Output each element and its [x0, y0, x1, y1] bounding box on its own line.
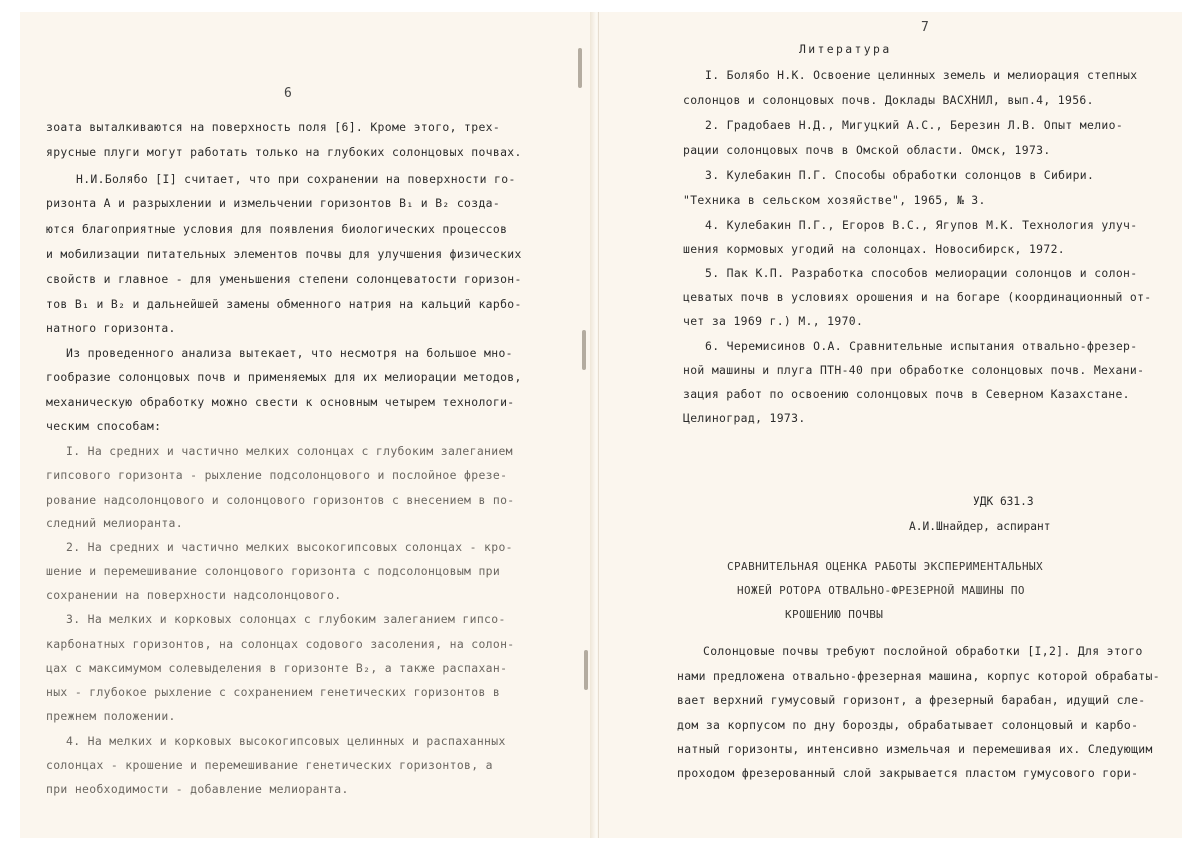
reference-line: I. Болябо Н.К. Освоение целинных земель и мелиорация степных [705, 68, 1138, 82]
reference-line: зация работ по освоению солонцовых почв в Северном Казахстане. [683, 387, 1130, 401]
staple-mark [578, 48, 582, 88]
article-title-line: КРОШЕНИЮ ПОЧВЫ [785, 608, 884, 621]
text-line: гообразие солонцовых почв и применяемых для их мелиорации методов, [46, 370, 522, 384]
body-line: натный горизонты, интенсивно измельчая и перемешивая их. Следующим [677, 742, 1153, 756]
udk-code: УДК 631.3 [973, 495, 1034, 508]
text-line: карбонатных горизонтов, на солонцах содового засоления, на солон- [46, 637, 515, 651]
text-line: 2. На средних и частично мелких высокогипсовых солонцах - кро- [66, 540, 513, 554]
reference-line: шения кормовых угодий на солонцах. Новосибирск, 1972. [683, 242, 1066, 256]
article-title-line: СРАВНИТЕЛЬНАЯ ОЦЕНКА РАБОТЫ ЭКСПЕРИМЕНТАЛЬНЫХ [727, 560, 1044, 573]
text-line: рование надсолонцового и солонцового горизонтов с внесением в по- [46, 493, 515, 507]
staple-mark [582, 330, 586, 370]
text-line: ризонта А и разрыхлении и измельчении горизонтов B₁ и B₂ созда- [46, 196, 501, 210]
text-line: тов B₁ и B₂ и дальнейшей замены обменного натрия на кальций карбо- [46, 297, 522, 311]
text-line: сохранении на поверхности надсолонцового. [46, 588, 342, 602]
reference-line: чет за 1969 г.) М., 1970. [683, 314, 864, 328]
reference-line: рации солонцовых почв в Омской области. Омск, 1973. [683, 143, 1051, 157]
body-line: Солонцовые почвы требуют послойной обработки [I,2]. Для этого [703, 644, 1143, 658]
text-line: гипсового горизонта - рыхление подсолонцового и послойное фрезе- [46, 468, 508, 482]
text-line: натного горизонта. [46, 321, 176, 335]
reference-line: ной машины и плуга ПТН-40 при обработке солонцовых почв. Механи- [683, 363, 1145, 377]
text-line: и мобилизации питательных элементов почвы для улучшения физических [46, 247, 522, 261]
text-line: шение и перемешивание солонцового горизонта с подсолонцовым при [46, 564, 501, 578]
text-line: цах с максимумом солевыделения в горизонте B₂, а также распахан- [46, 661, 508, 675]
text-line: свойств и главное - для уменьшения степени солонцеватости горизон- [46, 272, 522, 286]
body-line: проходом фрезерованный слой закрывается пластом гумусового гори- [677, 766, 1139, 780]
text-line: Н.И.Болябо [I] считает, что при сохранении на поверхности го- [76, 172, 516, 186]
text-line: ются благоприятные условия для появления биологических процессов [46, 222, 508, 236]
reference-line: 2. Градобаев Н.Д., Мигуцкий А.С., Березин Л.В. Опыт мелио- [705, 118, 1124, 132]
text-line: зоата выталкиваются на поверхность поля [6]. Кроме этого, трех- [46, 120, 501, 134]
text-line: ных - глубокое рыхление с сохранением генетических горизонтов в [46, 685, 501, 699]
text-line: 3. На мелких и корковых солонцах с глубоким залеганием гипсо- [66, 612, 506, 626]
reference-line: "Техника в сельском хозяйстве", 1965, № 3. [683, 193, 986, 207]
body-line: нами предложена отвально-фрезерная машина, корпус которой обрабаты- [677, 669, 1160, 683]
reference-line: 6. Черемисинов О.А. Сравнительные испытания отвально-фрезер- [705, 339, 1138, 353]
text-line: Из проведенного анализа вытекает, что несмотря на большое мно- [66, 346, 513, 360]
author-line: А.И.Шнайдер, аспирант [909, 520, 1051, 533]
staple-mark [584, 650, 588, 690]
text-line: ческим способам: [46, 419, 162, 433]
reference-line: солонцов и солонцовых почв. Доклады ВАСХНИЛ, вып.4, 1956. [683, 93, 1094, 107]
text-line: следний мелиоранта. [46, 516, 183, 530]
reference-line: 3. Кулебакин П.Г. Способы обработки солонцов в Сибири. [705, 168, 1095, 182]
reference-line: 5. Пак К.П. Разработка способов мелиорации солонцов и солон- [705, 266, 1138, 280]
right-page [598, 12, 1182, 838]
text-line: 4. На мелких и корковых высокогипсовых целинных и распаханных [66, 734, 506, 748]
page-number: 6 [284, 86, 292, 101]
text-line: ярусные плуги могут работать только на глубоких солонцовых почвах. [46, 145, 522, 159]
reference-line: 4. Кулебакин П.Г., Егоров В.С., Ягупов М.К. Технология улуч- [705, 218, 1138, 232]
text-line: I. На средних и частично мелких солонцах с глубоким залеганием [66, 444, 513, 458]
left-page [20, 12, 594, 838]
page-number: 7 [921, 20, 929, 35]
text-line: солонцах - крошение и перемешивание генетических горизонтов, а [46, 758, 493, 772]
reference-line: цеватых почв в условиях орошения и на богаре (координационный от- [683, 290, 1152, 304]
text-line: прежнем положении. [46, 709, 176, 723]
reference-line: Целиноград, 1973. [683, 411, 806, 425]
text-line: механическую обработку можно свести к основным четырем технологи- [46, 395, 515, 409]
body-line: вает верхний гумусовый горизонт, а фрезерный барабан, идущий сле- [677, 693, 1146, 707]
body-line: дом за корпусом по дну борозды, обрабатывает солонцовый и карбо- [677, 718, 1139, 732]
references-heading: Литература [799, 42, 892, 56]
text-line: при необходимости - добавление мелиоранта. [46, 782, 349, 796]
article-title-line: НОЖЕЙ РОТОРА ОТВАЛЬНО-ФРЕЗЕРНОЙ МАШИНЫ ПО [737, 584, 1025, 597]
